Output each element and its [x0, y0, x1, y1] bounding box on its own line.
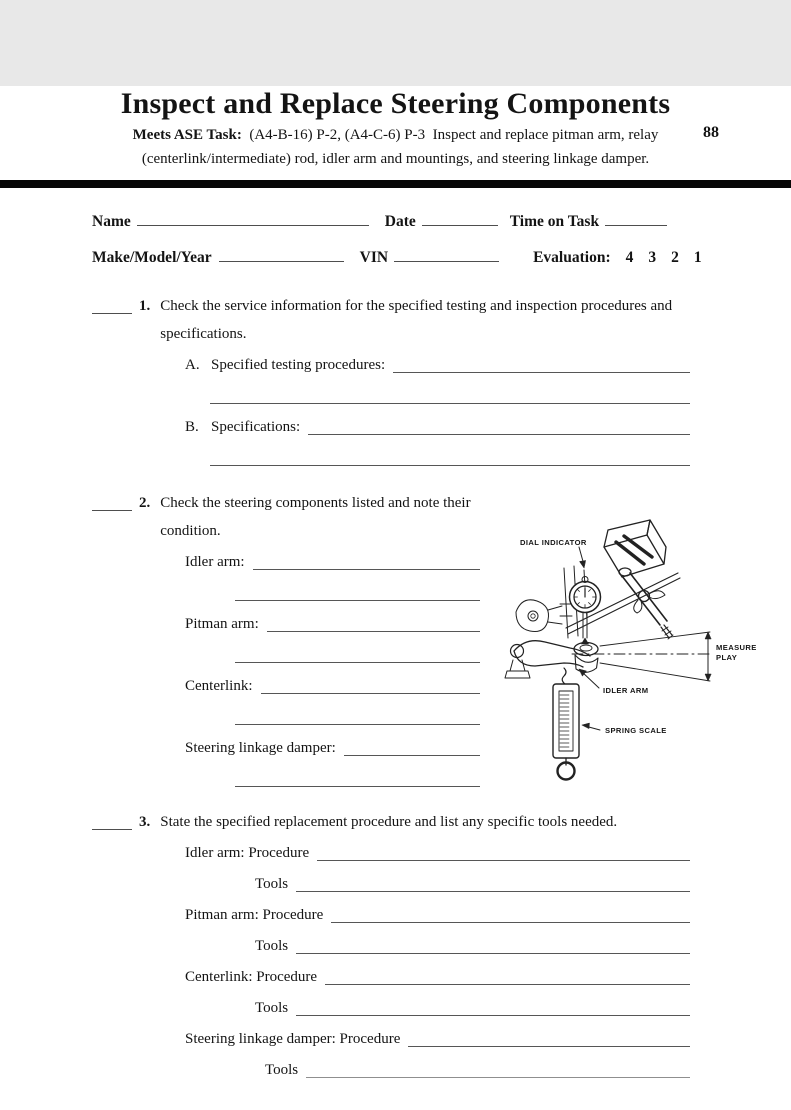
damper-tools-row: [265, 1057, 690, 1084]
task-1-item-b-continuation: [210, 445, 690, 472]
damper-continuation: [235, 766, 480, 793]
evaluation-score-2: 2: [671, 249, 679, 266]
item-b-blank-line-2: [210, 445, 690, 466]
evaluation-score-1: 1: [693, 249, 702, 266]
task-1-item-b: [185, 414, 690, 441]
item-a-letter: A.: [185, 357, 200, 373]
worksheet-page: [0, 86, 791, 1110]
task-2-fields: [92, 549, 480, 793]
vin-label: VIN: [359, 249, 389, 266]
item-b-label: Specifications:: [211, 419, 301, 435]
pitman-arm-label: Pitman arm:: [185, 616, 259, 632]
idler-arm-label: IDLER ARM: [603, 686, 649, 695]
task-1-item-a: [185, 352, 690, 379]
spring-scale-label: SPRING SCALE: [605, 726, 667, 735]
damper-procedure-row: [185, 1026, 690, 1053]
damper-procedure-blank: [408, 1026, 690, 1047]
make-model-year-label: Make/Model/Year: [92, 249, 212, 266]
date-label: Date: [384, 213, 416, 230]
evaluation-label: Evaluation:: [533, 249, 611, 266]
pitman-procedure-label: Pitman arm: Procedure: [185, 907, 324, 923]
idler-tools-blank: [296, 871, 690, 892]
centerlink-procedure-row: [185, 964, 690, 991]
vin-blank: [394, 248, 499, 262]
task-2-text: Check the steering components listed and note their condition.: [160, 495, 471, 539]
centerlink-tools-blank: [296, 995, 690, 1016]
document-header: [0, 86, 791, 170]
task-3-number: 3.: [139, 814, 151, 830]
task-3-text: State the specified replacement procedure and list any specific tools needed.: [160, 814, 618, 830]
ase-task-line-2: (centerlink/intermediate) rod, idler arm and mountings, and steering linkage damper.: [141, 151, 650, 167]
idler-arm-row: [185, 549, 480, 576]
info-row-1: [92, 208, 690, 235]
task-1-text: Check the service information for the specified testing and inspection procedures and specifications.: [160, 298, 673, 342]
damper-blank-line-2: [235, 766, 480, 787]
centerlink-tools-row: [255, 995, 690, 1022]
task-1-grade-blank: [92, 292, 132, 314]
idler-procedure-blank: [317, 840, 690, 861]
idler-arm-continuation: [235, 580, 480, 607]
damper-procedure-label: Steering linkage damper: Procedure: [185, 1031, 401, 1047]
header-divider-bar: [0, 180, 791, 188]
info-row-2: [92, 244, 702, 271]
make-model-year-blank: [219, 248, 344, 262]
pitman-tools-row: [255, 933, 690, 960]
ase-task-label: Meets ASE Task:: [132, 127, 242, 143]
ase-task-text: (A4-B-16) P-2, (A4-C-6) P-3 Inspect and replace pitman arm, relay: [241, 127, 659, 143]
pitman-arm-blank: [267, 611, 480, 632]
item-a-blank: [393, 352, 690, 373]
damper-row: [185, 735, 480, 762]
idler-procedure-label: Idler arm: Procedure: [185, 845, 310, 861]
idler-arm-label: Idler arm:: [185, 554, 245, 570]
task-2-grade-blank: [92, 489, 132, 511]
time-on-task-blank: [605, 212, 667, 226]
centerlink-procedure-blank: [325, 964, 690, 985]
idler-tools-label: Tools: [255, 876, 289, 892]
pitman-procedure-row: [185, 902, 690, 929]
page-title: Inspect and Replace Steering Components: [120, 87, 671, 120]
measure-play-label-line-2: PLAY: [716, 653, 738, 662]
task-2-number: 2.: [139, 495, 151, 511]
idler-arm-blank: [253, 549, 480, 570]
pitman-tools-label: Tools: [255, 938, 289, 954]
pitman-arm-blank-line-2: [235, 642, 480, 663]
damper-tools-label: Tools: [265, 1062, 299, 1078]
centerlink-procedure-label: Centerlink: Procedure: [185, 969, 318, 985]
measure-play-label-line-1: MEASURE: [716, 643, 757, 652]
centerlink-blank-line-2: [235, 704, 480, 725]
damper-tools-blank: [306, 1057, 690, 1078]
dial-indicator-diagram: [504, 520, 766, 780]
pitman-arm-row: [185, 611, 480, 638]
time-on-task-label: Time on Task: [509, 213, 600, 230]
date-blank: [422, 212, 498, 226]
task-1-number: 1.: [139, 298, 151, 314]
name-blank: [137, 212, 369, 226]
idler-arm-blank-line-2: [235, 580, 480, 601]
item-a-label: Specified testing procedures:: [211, 357, 386, 373]
item-a-blank-line-2: [210, 383, 690, 404]
idler-procedure-row: [185, 840, 690, 867]
idler-tools-row: [255, 871, 690, 898]
damper-label: Steering linkage damper:: [185, 740, 336, 756]
task-1-item-a-continuation: [210, 383, 690, 410]
name-label: Name: [92, 213, 131, 230]
task-1-heading: [92, 292, 690, 348]
evaluation-score-4: 4: [625, 249, 634, 266]
task-3-heading: [92, 808, 690, 836]
item-b-blank: [308, 414, 690, 435]
task-3-grade-blank: [92, 808, 132, 830]
pitman-tools-blank: [296, 933, 690, 954]
pitman-arm-continuation: [235, 642, 480, 669]
centerlink-label: Centerlink:: [185, 678, 253, 694]
centerlink-continuation: [235, 704, 480, 731]
evaluation-score-3: 3: [648, 249, 657, 266]
ase-task-line-1: [0, 125, 791, 146]
centerlink-blank: [261, 673, 481, 694]
page-number: 88: [703, 124, 719, 141]
item-b-letter: B.: [185, 419, 199, 435]
damper-blank: [344, 735, 480, 756]
steering-linkage-illustration: [504, 520, 766, 785]
dial-indicator-label: DIAL INDICATOR: [520, 538, 587, 547]
centerlink-tools-label: Tools: [255, 1000, 289, 1016]
pitman-procedure-blank: [331, 902, 690, 923]
centerlink-row: [185, 673, 480, 700]
